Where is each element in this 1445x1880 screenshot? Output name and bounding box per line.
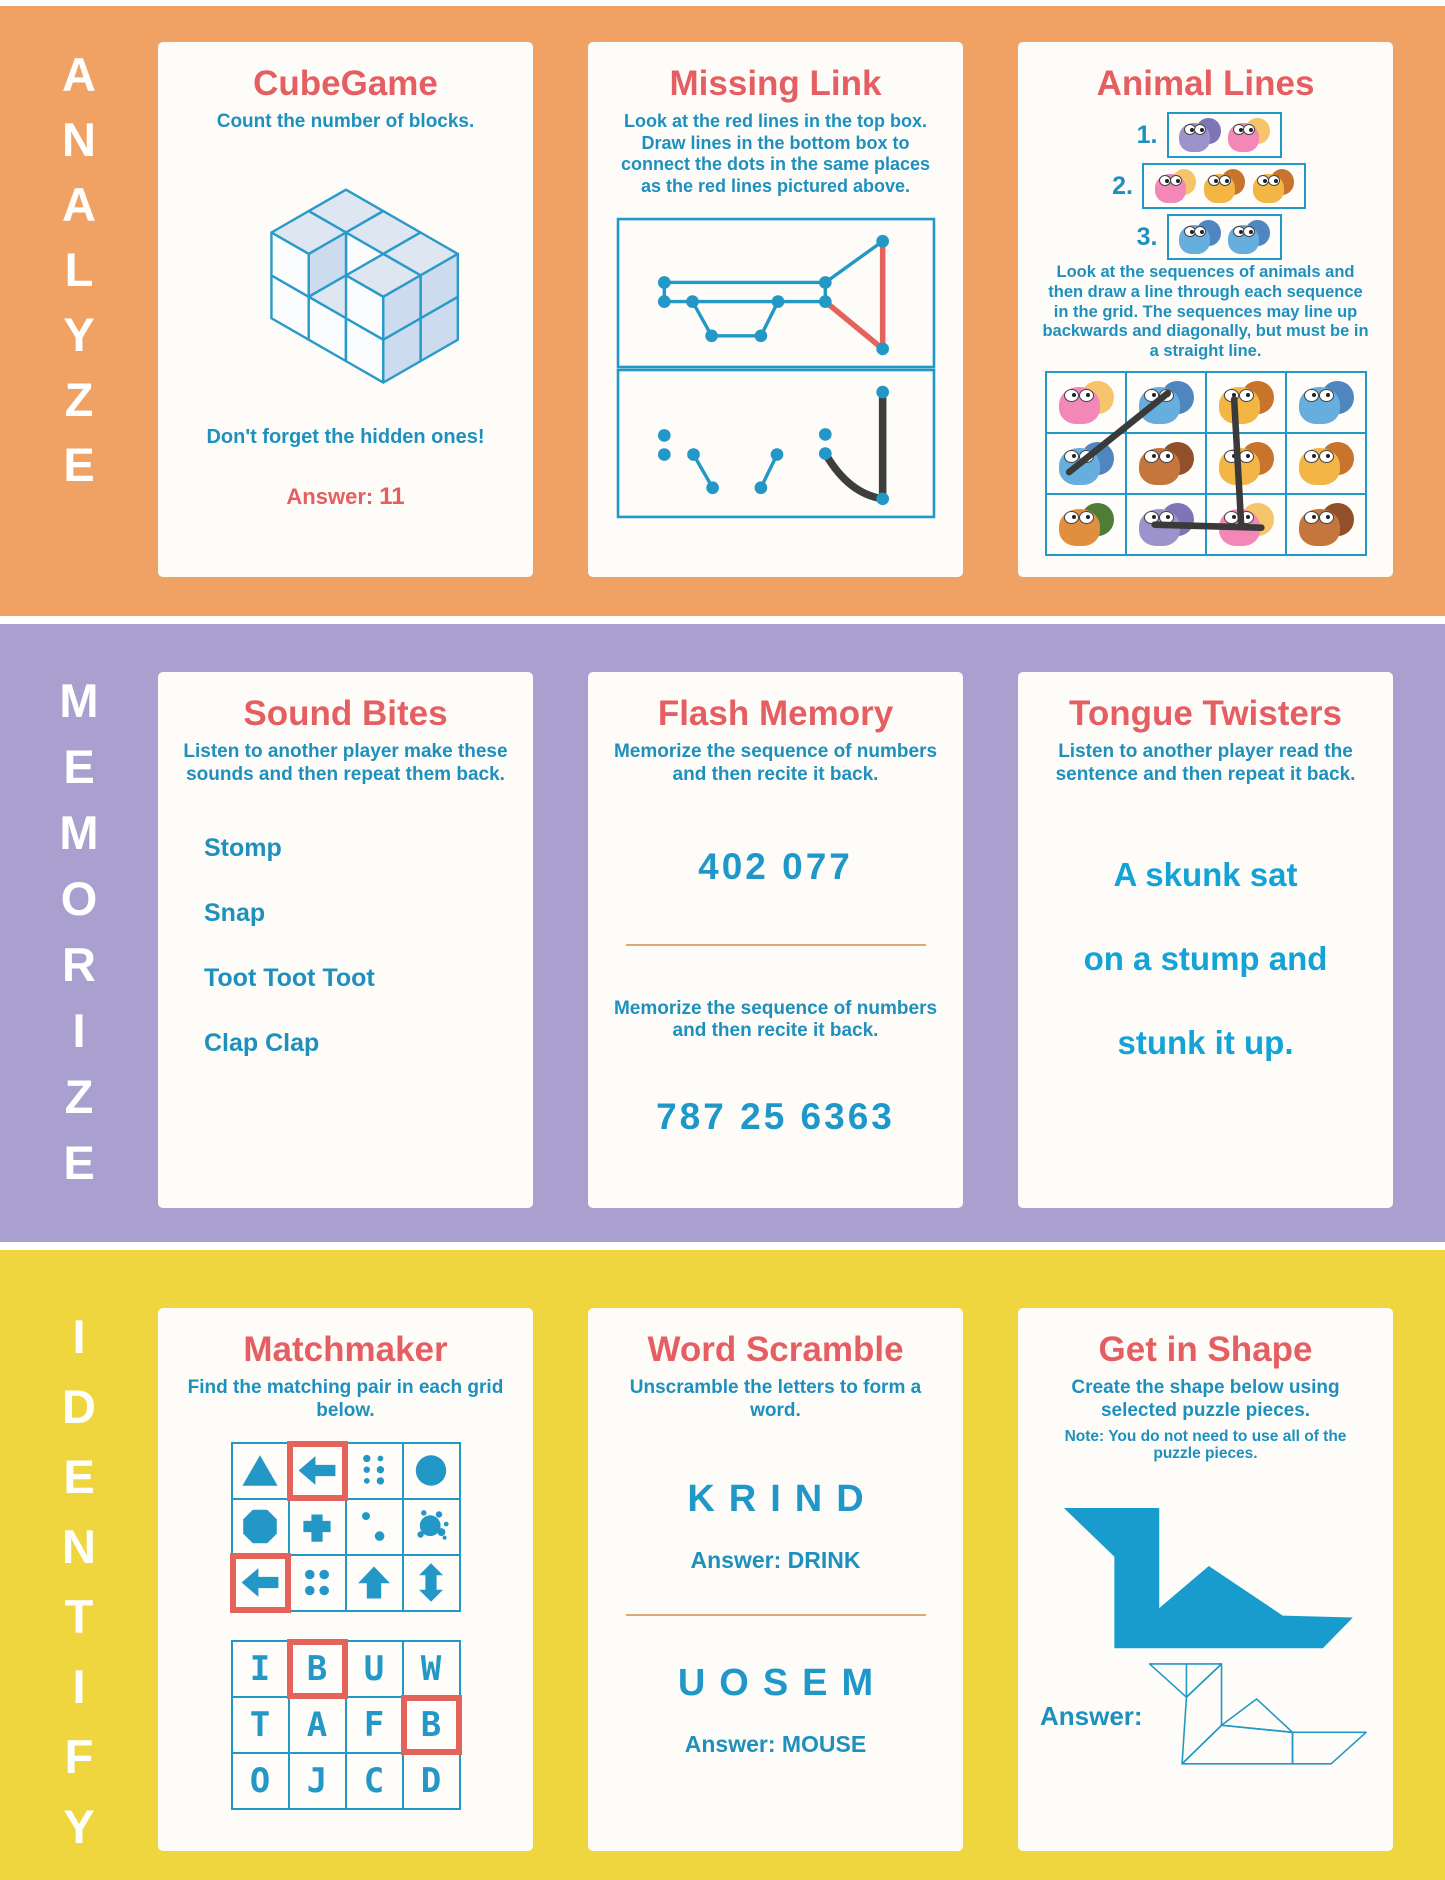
card-animal-lines	[1018, 42, 1393, 577]
animal-koala	[1138, 501, 1194, 547]
card-title-get-in-shape: Get in Shape	[1098, 1330, 1313, 1369]
letter-cell: F	[346, 1697, 403, 1753]
shape-match-grid	[231, 1442, 461, 1612]
card-word-scramble	[588, 1308, 963, 1851]
number-sequence-2: 787 25 6363	[656, 1096, 895, 1138]
card-flash-memory	[588, 672, 963, 1208]
top-box-red-lines	[825, 242, 882, 350]
band-label-memorize: MEMORIZE	[52, 674, 106, 1202]
arrow-left-icon-highlighted	[232, 1555, 289, 1611]
animal-grid-cell	[1126, 494, 1206, 555]
tangram-answer-diagram	[1147, 1659, 1371, 1774]
sequence-box	[1142, 163, 1306, 209]
animal-grid-cell	[1206, 494, 1286, 555]
scramble-answer-1: Answer: DRINK	[690, 1546, 861, 1573]
missing-link-instruction: Look at the red lines in the top box. Draw lines in the bottom box to connect the dots in the same places as the red lines pictured above.	[620, 111, 931, 196]
animal-grid-cell	[1126, 372, 1206, 433]
card-title-sound-bites: Sound Bites	[243, 694, 448, 733]
letter-cell: O	[232, 1753, 289, 1809]
twister-line: A skunk sat	[1113, 855, 1298, 893]
answer-label: Answer:	[286, 483, 374, 509]
sound-bites-instruction: Listen to another player make these sounds and then repeat them back.	[183, 741, 508, 785]
animal-turtle	[1179, 219, 1221, 255]
sequence-number: 2.	[1112, 171, 1133, 200]
band-label-identify: IDENTIFY	[52, 1310, 106, 1870]
triangle-icon	[232, 1443, 289, 1499]
animal-grid-cell	[1046, 494, 1126, 555]
sound-list	[204, 834, 375, 1058]
animal-dog	[1252, 168, 1294, 204]
card-get-in-shape	[1018, 1308, 1393, 1851]
get-in-shape-answer-row	[1040, 1659, 1371, 1774]
animal-armadillo	[1058, 501, 1114, 547]
tongue-twister-text	[1084, 856, 1328, 1062]
animal-monkey	[1298, 501, 1354, 547]
twister-line: stunk it up.	[1117, 1023, 1294, 1061]
cubegame-instruction: Count the number of blocks.	[216, 111, 475, 132]
dots-6-icon	[346, 1443, 403, 1499]
answer-value: 11	[379, 482, 405, 510]
band-label-column	[0, 672, 158, 1242]
animal-sequence-row	[1105, 163, 1306, 209]
letter-cell: A	[289, 1697, 346, 1753]
missing-link-diagram	[615, 216, 937, 520]
get-in-shape-instruction: Create the shape below using selected puzzle pieces.	[1071, 1377, 1340, 1421]
band-identify	[0, 1250, 1445, 1880]
animal-turtle	[1228, 219, 1270, 255]
animal-sequence-row	[1130, 214, 1282, 260]
letter-cell: T	[232, 1697, 289, 1753]
flash-memory-instruction-1: Memorize the sequence of numbers and then recite it back.	[613, 741, 938, 785]
animal-caterpillar	[1058, 379, 1114, 425]
animal-sequences	[1105, 112, 1306, 260]
circle-icon	[403, 1443, 460, 1499]
animal-dog	[1298, 440, 1354, 486]
arrow-up-down-icon	[403, 1555, 460, 1611]
card-sound-bites	[158, 672, 533, 1208]
animal-dog	[1218, 379, 1274, 425]
animal-grid-cell	[1286, 494, 1366, 555]
divider-line	[626, 1614, 926, 1616]
cubegame-hint: Don't forget the hidden ones!	[206, 425, 485, 448]
dots-2-icon	[346, 1499, 403, 1555]
band-label-analyze: ANALYZE	[52, 48, 106, 503]
letter-cell: I	[232, 1641, 289, 1697]
octagon-icon	[232, 1499, 289, 1555]
sound-item: Stomp	[204, 833, 282, 862]
sequence-box	[1167, 112, 1282, 158]
sequence-number: 3.	[1136, 222, 1158, 251]
dots-4-icon	[289, 1555, 346, 1611]
animal-turtle	[1298, 379, 1354, 425]
card-matchmaker	[158, 1308, 533, 1851]
card-title-tongue-twisters: Tongue Twisters	[1069, 694, 1342, 733]
splat-icon	[403, 1499, 460, 1555]
card-title-matchmaker: Matchmaker	[243, 1330, 448, 1369]
animal-grid-wrap	[1045, 371, 1367, 556]
twister-line: on a stump and	[1083, 939, 1328, 977]
letter-cell-highlighted: B	[289, 1641, 346, 1697]
card-title-cubegame: CubeGame	[253, 64, 438, 103]
flash-memory-instruction-2: Memorize the sequence of numbers and then recite it back.	[613, 997, 938, 1042]
animal-grid-cell	[1126, 433, 1206, 494]
letter-cell: C	[346, 1753, 403, 1809]
card-missing-link	[588, 42, 963, 577]
target-shape-swan	[1047, 1477, 1365, 1655]
band-label-column	[0, 1308, 158, 1880]
animal-monkey	[1138, 440, 1194, 486]
sequence-number: 1.	[1136, 120, 1158, 149]
letter-cell: D	[403, 1753, 460, 1809]
animal-grid-cell	[1286, 372, 1366, 433]
word-scramble-instruction: Unscramble the letters to form a word.	[629, 1377, 922, 1421]
cube-blocks-illustration	[206, 171, 486, 404]
arrow-up-icon	[346, 1555, 403, 1611]
animal-lines-instruction: Look at the sequences of animals and then draw a line through each sequence in the grid. The sequences may line up backwards and diagonally, but must be in a straight line.	[1042, 263, 1369, 361]
card-tongue-twisters	[1018, 672, 1393, 1208]
scrambled-word-1: KRIND	[687, 1477, 878, 1520]
scrambled-word-2: UOSEM	[677, 1661, 888, 1704]
arrow-left-icon-highlighted	[289, 1443, 346, 1499]
card-title-animal-lines: Animal Lines	[1096, 64, 1315, 103]
band-label-column	[0, 42, 158, 616]
letter-cell: J	[289, 1753, 346, 1809]
card-cubegame	[158, 42, 533, 577]
animal-dog	[1203, 168, 1245, 204]
top-box-dots	[657, 235, 888, 355]
tongue-twisters-instruction: Listen to another player read the sentence and then repeat it back.	[1055, 741, 1356, 785]
animal-grid-cell	[1046, 372, 1126, 433]
animal-turtle	[1058, 440, 1114, 486]
hand-drawn-black-line	[825, 399, 882, 500]
animal-grid-cell	[1206, 433, 1286, 494]
animal-dog	[1218, 440, 1274, 486]
card-title-missing-link: Missing Link	[669, 64, 882, 103]
animal-sequence-row	[1130, 112, 1282, 158]
letter-cell: W	[403, 1641, 460, 1697]
sound-item: Clap Clap	[204, 1028, 320, 1057]
sound-item: Toot Toot Toot	[204, 963, 375, 992]
letter-match-grid	[231, 1640, 461, 1810]
band-analyze	[0, 6, 1445, 616]
scramble-answer-2: Answer: MOUSE	[684, 1730, 867, 1757]
animal-caterpillar	[1154, 168, 1196, 204]
animal-caterpillar	[1228, 117, 1270, 153]
animal-koala	[1179, 117, 1221, 153]
letter-cell: U	[346, 1641, 403, 1697]
animal-grid	[1045, 371, 1367, 556]
band-memorize	[0, 624, 1445, 1242]
animal-turtle	[1138, 379, 1194, 425]
letter-cell-highlighted: B	[403, 1697, 460, 1753]
cubegame-answer	[286, 483, 404, 511]
animal-caterpillar	[1218, 501, 1274, 547]
animal-grid-cell	[1286, 433, 1366, 494]
animal-grid-cell	[1046, 433, 1126, 494]
plus-icon	[289, 1499, 346, 1555]
sequence-box	[1167, 214, 1282, 260]
sound-item: Snap	[204, 898, 266, 927]
matchmaker-instruction: Find the matching pair in each grid below.	[187, 1377, 504, 1421]
card-title-word-scramble: Word Scramble	[647, 1330, 904, 1369]
answer-label: Answer:	[1040, 1701, 1143, 1732]
number-sequence-1: 402 077	[698, 845, 853, 887]
animal-grid-cell	[1206, 372, 1286, 433]
get-in-shape-note: Note: You do not need to use all of the puzzle pieces.	[1064, 1427, 1347, 1463]
card-title-flash-memory: Flash Memory	[657, 694, 894, 733]
divider-line	[626, 944, 926, 946]
